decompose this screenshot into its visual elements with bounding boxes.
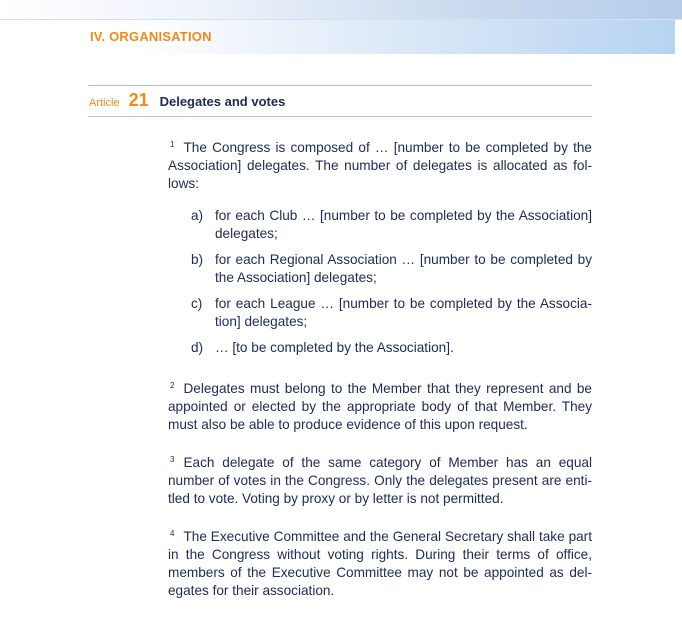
- paragraph-4: [168, 525, 592, 600]
- paragraph-text: Delegates must belong to the Member that they represent and be appointed or elected by the appropriate body of that Member. They must also be able to produce evidence of this upon request.: [168, 381, 592, 432]
- article-rule-bottom: [88, 116, 592, 117]
- paragraph-number: 4: [170, 529, 175, 538]
- top-decorative-strip: [0, 0, 682, 20]
- article-label: Article: [89, 97, 120, 109]
- article-heading: [89, 90, 285, 114]
- article-number: 21: [128, 90, 149, 110]
- list-item: [168, 251, 592, 287]
- list-item: [168, 339, 592, 357]
- list-marker: a): [191, 208, 204, 223]
- list-item-text: for each Club … [number to be completed by the Association] delegates;: [215, 208, 592, 241]
- paragraph-1: [168, 136, 592, 193]
- section-header-band: [0, 20, 675, 54]
- list-marker: b): [191, 252, 204, 267]
- list-item-text: … [to be completed by the Association].: [215, 340, 454, 355]
- paragraph-number: 1: [170, 140, 175, 149]
- list-item-text: for each League … [number to be completed by the Associa-tion] delegates;: [215, 296, 592, 329]
- paragraph-text: The Congress is composed of … [number to be completed by the Association] delegates. The number of delegates is allocated as fol-lows:: [168, 140, 592, 191]
- article-title: Delegates and votes: [159, 94, 286, 109]
- list-item: [168, 295, 592, 331]
- delegate-allocation-list: [168, 207, 592, 357]
- paragraph-number: 2: [170, 381, 175, 390]
- article-body: [168, 136, 592, 617]
- paragraph-2: [168, 377, 592, 434]
- paragraph-3: [168, 451, 592, 508]
- list-marker: d): [191, 340, 204, 355]
- section-title: IV. ORGANISATION: [90, 29, 212, 44]
- article-rule-top: [88, 85, 592, 86]
- list-item-text: for each Regional Association … [number to be completed by the Association] delegates;: [215, 252, 592, 285]
- paragraph-number: 3: [170, 455, 175, 464]
- paragraph-text: Each delegate of the same category of Member has an equal number of votes in the Congress. Only the delegates present are enti-tled to vote. Voting by proxy or by letter is not permitted.: [168, 455, 592, 506]
- paragraph-text: The Executive Committee and the General Secretary shall take part in the Congress without voting rights. During their terms of office, members of the Executive Committee may not be appointed as del-egates for their association.: [168, 529, 592, 598]
- list-marker: c): [191, 296, 203, 311]
- list-item: [168, 207, 592, 243]
